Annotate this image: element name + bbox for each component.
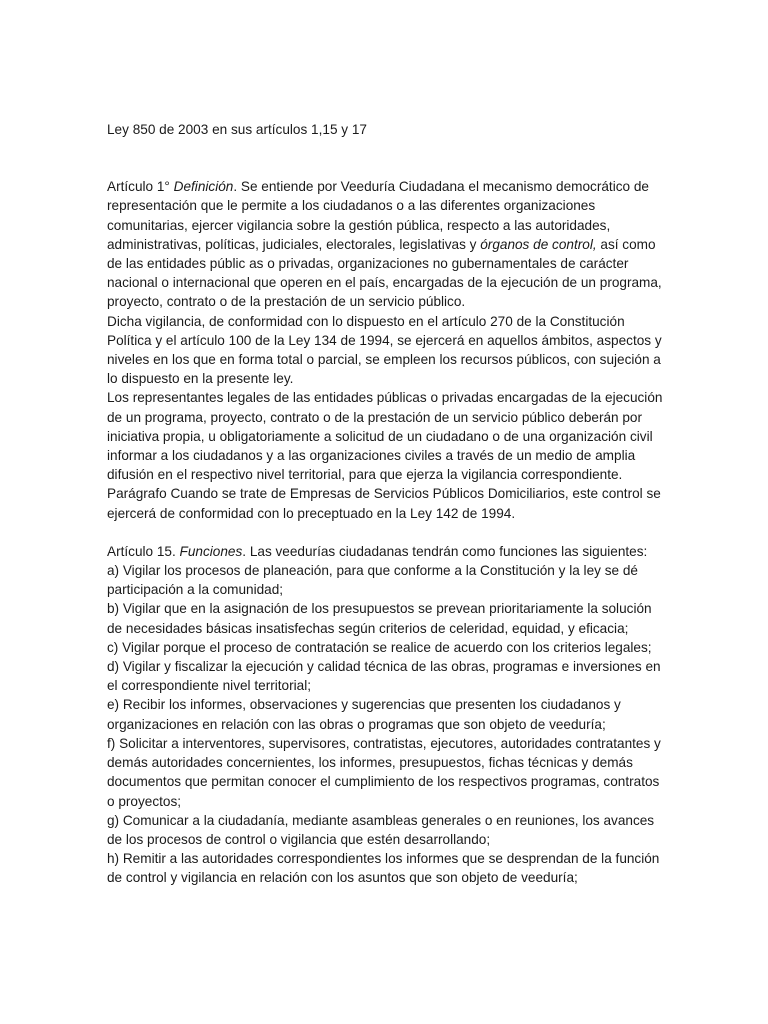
article-15-item-b: b) Vigilar que en la asignación de los presupuestos se prevean prioritariamente la solución de necesidades básicas insatisfechas según criterios de celeridad, equidad, y eficacia; [107, 601, 652, 636]
article-15-item-e: e) Recibir los informes, observaciones y sugerencias que presenten los ciudadanos y organizaciones en relación con las obras o programas que son objeto de veeduría; [107, 697, 621, 732]
article-1-emphasis: órganos de control, [480, 236, 597, 252]
article-1-paragraph-2: Dicha vigilancia, de conformidad con lo dispuesto en el artículo 270 de la Constitución Política y el artículo 100 de la Ley 134 de 1994, se ejercerá en aquellos ámbitos, aspectos y niveles en los que en forma total o parcial, se empleen los recursos públicos, con sujeción a lo dispuesto en la presente ley. [107, 313, 662, 387]
article-1-paragraph-3: Los representantes legales de las entidades públicas o privadas encargadas de la ejecución de un programa, proyecto, contrato o de la prestación de un servicio público deberán por iniciativa propia, u obligatoriamente a solicitud de un ciudadano o de una organización civil informar a los ciudadanos y a las organizaciones civiles a través de un medio de amplia difusión en el respectivo nivel territorial, para que ejerza la vigilancia correspondiente. [107, 390, 663, 483]
article-15-item-f: f) Solicitar a interventores, supervisores, contratistas, ejecutores, autoridades contratantes y demás autoridades concernientes, los informes, presupuestos, fichas técnicas y demás documentos que permitan conocer el cumplimiento de los respectivos programas, contratos o proyectos; [107, 735, 661, 809]
document-page [107, 120, 667, 888]
article-15-item-d: d) Vigilar y fiscalizar la ejecución y calidad técnica de las obras, programas e inversiones en el correspondiente nivel territorial; [107, 659, 661, 694]
article-1-paragraph-1 [107, 177, 667, 311]
article-15-heading: Funciones [179, 543, 243, 559]
article-15-intro-text: . Las veedurías ciudadanas tendrán como funciones las siguientes: [242, 543, 648, 559]
article-15-item-h: h) Remitir a las autoridades correspondientes los informes que se desprendan de la función de control y vigilancia en relación con los asuntos que son objeto de veeduría; [107, 851, 660, 886]
article-15-item-c: c) Vigilar porque el proceso de contratación se realice de acuerdo con los criterios legales; [107, 639, 652, 655]
article-15-intro [107, 542, 667, 561]
document-title: Ley 850 de 2003 en sus artículos 1,15 y 17 [107, 122, 367, 137]
article-1-paragrafo: Parágrafo Cuando se trate de Empresas de Servicios Públicos Domiciliarios, este control se ejercerá de conformidad con lo preceptuado en la Ley 142 de 1994. [107, 486, 661, 521]
spacer [107, 139, 667, 177]
article-15-item-g: g) Comunicar a la ciudadanía, mediante asambleas generales o en reuniones, los avances de los procesos de control o vigilancia que estén desarrollando; [107, 812, 655, 847]
article-1-rest: así como de las entidades públic as o privadas, organizaciones no gubernamentales de carácter nacional o internacional que operen en el país, encargadas de la ejecución de un programa, proyecto, contrato o de la prestación de un servicio público. [107, 236, 662, 310]
article-1-heading: Definición [173, 179, 234, 195]
article-1-prefix: Artículo 1° [107, 179, 174, 195]
article-15-item-a: a) Vigilar los procesos de planeación, para que conforme a la Constitución y la ley se dé participación a la comunidad; [107, 563, 638, 598]
spacer [107, 523, 667, 542]
article-15-prefix: Artículo 15. [107, 543, 180, 559]
article-1-intro: . Se entiende por Veeduría Ciudadana el mecanismo democrático de representación que le permite a los ciudadanos o a las diferentes organizaciones comunitarias, ejercer vigilancia sobre la gestión pública, respecto a las autoridades, administrativas, políticas, judiciales, electorales, legislativas y [107, 179, 649, 252]
